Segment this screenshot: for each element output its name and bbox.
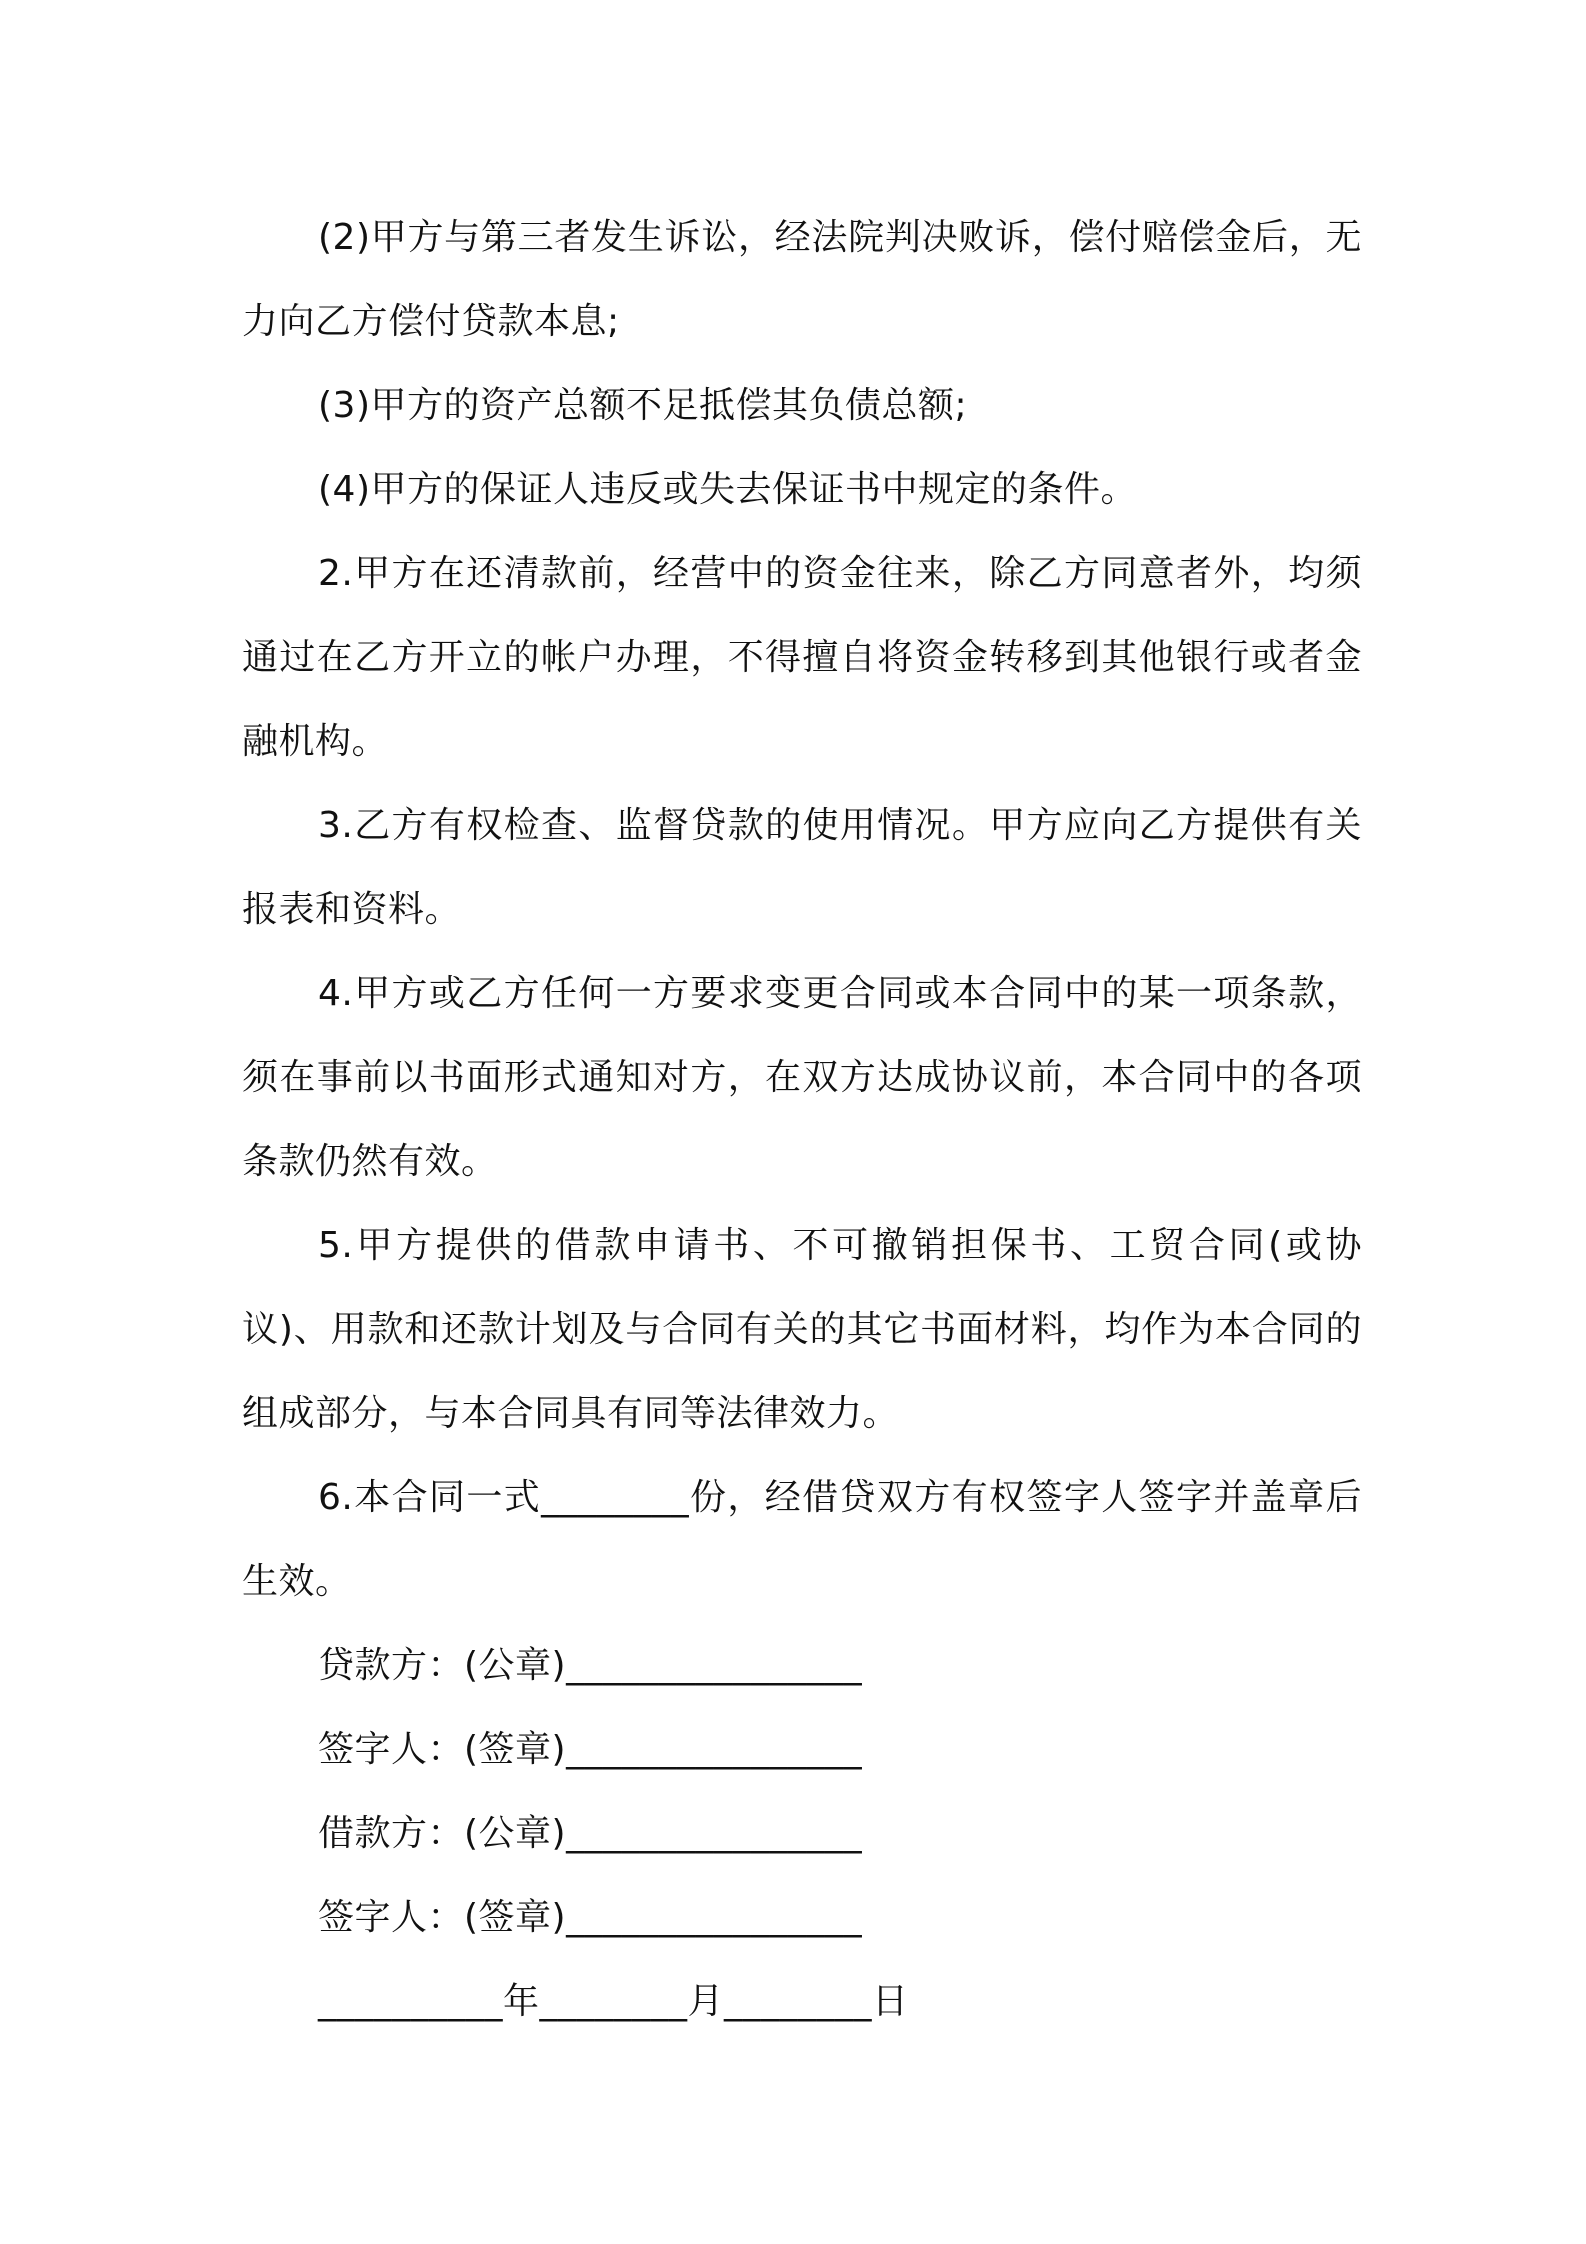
lender-signer-line: 签字人：(签章)________________ [318, 1729, 863, 1770]
date-line: __________年________月________日 [318, 1981, 909, 2022]
lender-seal-line: 贷款方：(公章)________________ [318, 1645, 863, 1686]
clause-2-sub: (2)甲方与第三者发生诉讼，经法院判决败诉，偿付赔偿金后，无力向乙方偿付贷款本息; [242, 217, 1362, 342]
clause-5: 5.甲方提供的借款申请书、不可撤销担保书、工贸合同(或协议)、用款和还款计划及与合同有关的其它书面材料，均作为本合同的组成部分，与本合同具有同等法律效力。 [242, 1225, 1362, 1434]
borrower-seal-line: 借款方：(公章)________________ [318, 1813, 863, 1854]
contract-body [242, 196, 1362, 2044]
clause-3-sub: (3)甲方的资产总额不足抵偿其负债总额; [318, 385, 968, 426]
clause-6: 6.本合同一式________份，经借贷双方有权签字人签字并盖章后生效。 [242, 1477, 1362, 1602]
borrower-signer-line: 签字人：(签章)________________ [318, 1897, 863, 1938]
clause-2: 2.甲方在还清款前，经营中的资金往来，除乙方同意者外，均须通过在乙方开立的帐户办理，不得擅自将资金转移到其他银行或者金融机构。 [242, 553, 1362, 762]
clause-4: 4.甲方或乙方任何一方要求变更合同或本合同中的某一项条款，须在事前以书面形式通知对方，在双方达成协议前，本合同中的各项条款仍然有效。 [242, 973, 1362, 1182]
clause-3: 3.乙方有权检查、监督贷款的使用情况。甲方应向乙方提供有关报表和资料。 [242, 805, 1362, 930]
clause-4-sub: (4)甲方的保证人违反或失去保证书中规定的条件。 [318, 469, 1137, 510]
